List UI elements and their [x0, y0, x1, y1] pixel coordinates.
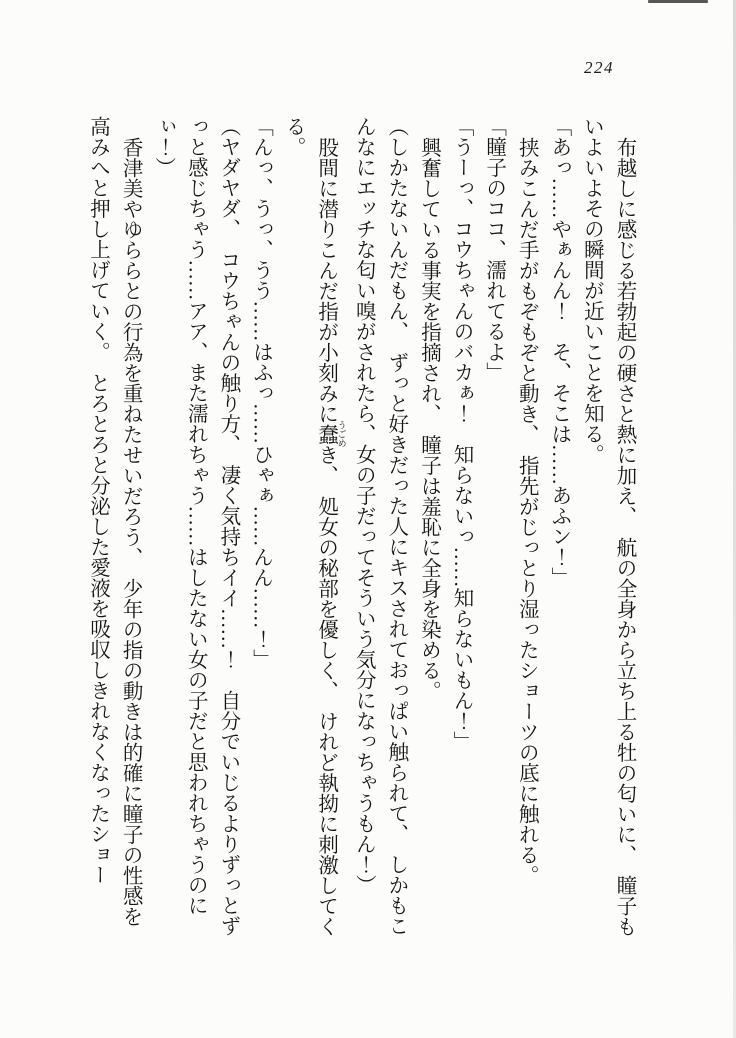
paragraph: （しかたないんだもん、 ずっと好きだった人にキスされておっぱい触られて、 しかもこんなにエッチな匂い嗅がされたら、女の子だってそういう気分になっちゃうもん！）	[352, 116, 407, 936]
page-number: 224	[584, 58, 614, 77]
ruby-annotated-text: 蠢 うごめ	[314, 420, 347, 448]
page-text	[81, 116, 640, 938]
paragraph: 「瞳子のココ、濡れてるよ」	[482, 116, 505, 383]
paragraph: 股間に潜りこんだ指が小刻みに蠢 うごめき、 処女の秘部を優しく、 けれど執拗に刺激してくる。	[282, 116, 347, 936]
paragraph: 「あっ……やぁんん！ そ、そこは……あふン！」	[547, 116, 570, 588]
paragraph: 香津美やゆららとの行為を重ねたせいだろう、 少年の指の動きは的確に瞳子の性感を高みへと押し上げていく。 とろとろと分泌した愛液を吸収しきれなくなったショー	[86, 116, 142, 926]
paragraph: 興奮している事実を指摘され、 瞳子は羞恥に全身を染める。	[417, 136, 440, 701]
scan-top-artifact	[648, 0, 708, 3]
paragraph: 布越しに感じる若勃起の硬さと熱に加え、 航の全身から立ち上る牡の匂いに、 瞳子もいよいよその瞬間が近いことを知る。	[580, 116, 635, 936]
paragraph: 「んっ、うっ、うう……はふっ……ひゃぁ……んん……！」	[249, 116, 272, 670]
paragraph: 挟みこんだ手がもぞもぞと動き、 指先がじっとり湿ったショーツの底に触れる。	[515, 136, 538, 885]
paragraph: 「うーっ、コウちゃんのバカぁ！ 知らないっ……知らないもん！」	[450, 116, 473, 752]
paragraph: （ヤダヤダ、 コウちゃんの触り方、 凄く気持ちイイ……！ 自分でいじるよりずっとずっと感じちゃう……アア、また濡れちゃう……はしたない女の子だと思われちゃうのにぃ！）	[151, 116, 239, 936]
